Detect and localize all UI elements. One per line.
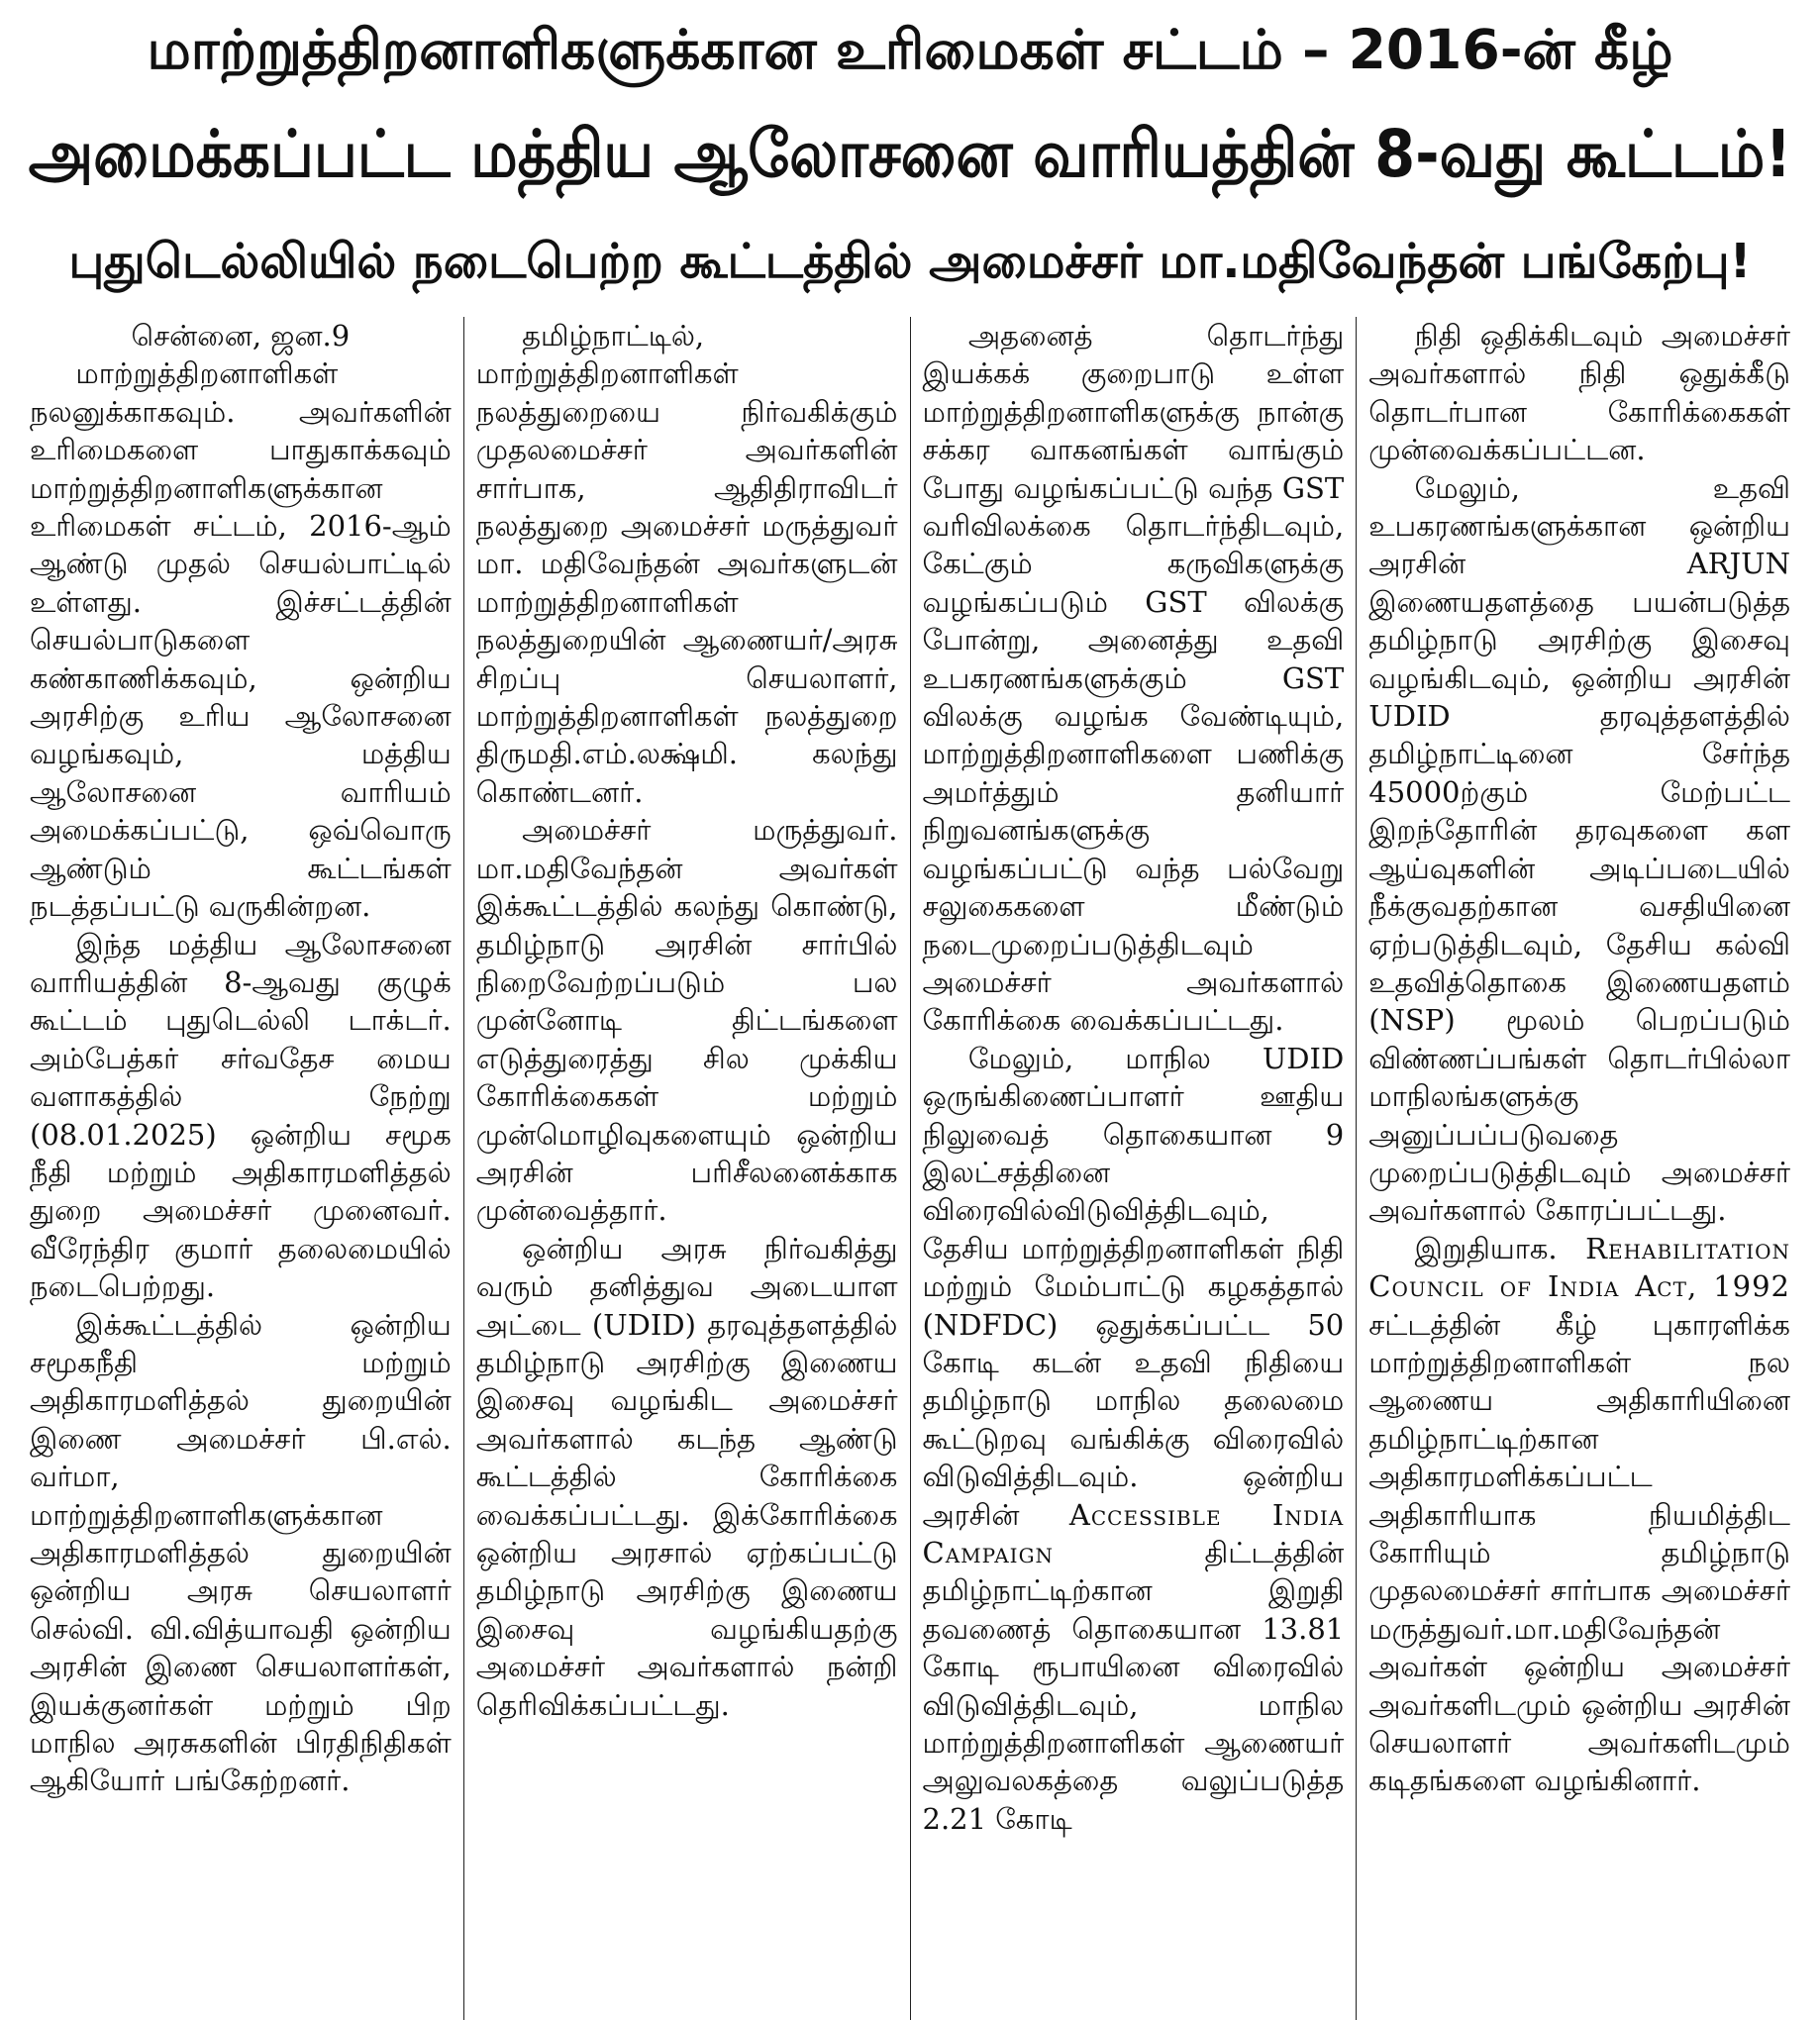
dateline: சென்னை, ஜன.9 [131,319,351,353]
paragraph: அதனைத் தொடர்ந்து இயக்கக் குறைபாடு உள்ள மாற்றுத்திறனாளிகளுக்கு நான்கு சக்கர வாகனங்கள் வாங்கும் போது வழங்கப்பட்டு வந்த GST வரிவிலக்கை தொடர்ந்திடவும், கேட்கும் கருவிகளுக்கு வழங்கப்படும் GST விலக்கு போன்று, அனைத்து உதவி உபகரணங்களுக்கும் GST விலக்கு வழங்க வேண்டியும், மாற்றுத்திறனாளிகளை பணிக்கு அமர்த்தும் தனியார் நிறுவனங்களுக்கு வழங்கப்பட்டு வந்த பல்வேறு சலுகைகளை மீண்டும் நடைமுறைப்படுத்திடவும் அமைச்சர் அவர்களால் கோரிக்கை வைக்கப்பட்டது. [922,319,1345,1038]
campaign-name: Accessible India Campaign [922,1497,1345,1569]
article-column-1 [18,317,464,2020]
article-body [18,317,1802,2020]
paragraph: நிதி ஒதிக்கிடவும் அமைச்சர் அவர்களால் நிதி ஒதுக்கீடு தொடர்பான கோரிக்கைகள் முன்வைக்கப்பட்டன. [1368,319,1790,467]
paragraph: மேலும், உதவி உபகரணங்களுக்கான ஒன்றிய அரசின் ARJUN இணையதளத்தை பயன்படுத்த தமிழ்நாடு அரசிற்கு இசைவு வழங்கிடவும், ஒன்றிய அரசின் UDID தரவுத்தளத்தில் தமிழ்நாட்டினை சேர்ந்த 45000ற்கும் மேற்பட்ட இறந்தோரின் தரவுகளை கள ஆய்வுகளின் அடிப்படையில் நீக்குவதற்கான வசதியினை ஏற்படுத்திடவும், தேசிய கல்வி உதவித்தொகை இணையதளம் (NSP) மூலம் பெறப்படும் விண்ணப்பங்கள் தொடர்பில்லா மாநிலங்களுக்கு அனுப்பப்படுவதை முறைப்படுத்திடவும் அமைச்சர் அவர்களால் கோரப்பட்டது. [1368,470,1790,1228]
paragraph [1368,1230,1790,1800]
article-column-3 [911,317,1358,2020]
headline-subtitle: புதுடெல்லியில் நடைபெற்ற கூட்டத்தில் அமைச்சர் மா.மதிவேந்தன் பங்கேற்பு! [68,234,1752,289]
headline-main: அமைக்கப்பட்ட மத்திய ஆலோசனை வாரியத்தின் 8-வது கூட்டம்! [28,115,1792,192]
paragraph-text: திட்டத்தின் தமிழ்நாட்டிற்கான இறுதி தவணைத் தொகையான 13.81 கோடி ரூபாயினை விரைவில் விடுவித்திடவும், மாநில மாற்றுத்திறனாளிகள் ஆணையர் அலுவலகத்தை வலுப்படுத்த 2.21 கோடி [922,1536,1345,1836]
paragraph: தமிழ்நாட்டில், மாற்றுத்திறனாளிகள் நலத்துறையை நிர்வகிக்கும் முதலமைச்சர் அவர்களின் சார்பாக, ஆதிதிராவிடர் நலத்துறை அமைச்சர் மருத்துவர் மா. மதிவேந்தன் அவர்களுடன் மாற்றுத்திறனாளிகள் நலத்துறையின் ஆணையர்/அரசு சிறப்பு செயலாளர், மாற்றுத்திறனாளிகள் நலத்துறை திருமதி.எம்.லக்ஷ்மி. கலந்து கொண்டனர். [475,319,898,809]
act-name: Rehabilitation Council of India Act, 1992 [1368,1231,1790,1304]
headline-kicker: மாற்றுத்திறனாளிகளுக்கான உரிமைகள் சட்டம் – 2016-ன் கீழ் [147,18,1673,81]
article-column-2 [464,317,911,2020]
paragraph [923,1040,1345,1839]
paragraph-text: சட்டத்தின் கீழ் புகாரளிக்க மாற்றுத்திறனாளிகள் நல ஆணைய அதிகாரியினை தமிழ்நாட்டிற்கான அதிகாரமளிக்கப்பட்ட அதிகாரியாக நியமித்திட கோரியும் தமிழ்நாடு முதலமைச்சர் சார்பாக அமைச்சர் மருத்துவர்.மா.மதிவேந்தன் அவர்கள் ஒன்றிய அமைச்சர் அவர்களிடமும் ஒன்றிய அரசின் செயலாளர் அவர்களிடமும் கடிதங்களை வழங்கினார். [1368,1307,1790,1798]
paragraph: மாற்றுத்திறனாளிகள் நலனுக்காகவும். அவர்களின் உரிமைகளை பாதுகாக்கவும் மாற்றுத்திறனாளிகளுக்கான உரிமைகள் சட்டம், 2016-ஆம் ஆண்டு முதல் செயல்பாட்டில் உள்ளது. இச்சட்டத்தின் செயல்பாடுகளை கண்காணிக்கவும், ஒன்றிய அரசிற்கு உரிய ஆலோசனை வழங்கவும், மத்திய ஆலோசனை வாரியம் அமைக்கப்பட்டு, ஒவ்வொரு ஆண்டும் கூட்டங்கள் நடத்தப்பட்டு வருகின்றன. [30,356,452,924]
paragraph-text: இறுதியாக. [1414,1231,1586,1265]
paragraph-text: மேலும், மாநில UDID ஒருங்கிணைப்பாளர் ஊதிய நிலுவைத் தொகையான 9 இலட்சத்தினை விரைவில்விடுவித்திடவும், தேசிய மாற்றுத்திறனாளிகள் நிதி மற்றும் மேம்பாட்டு கழகத்தால் (NDFDC) ஒதுக்கப்பட்ட 50 கோடி கடன் உதவி நிதியை தமிழ்நாடு மாநில தலைமை கூட்டுறவு வங்கிக்கு விரைவில் விடுவித்திடவும். ஒன்றிய அரசின் [922,1041,1345,1532]
paragraph: அமைச்சர் மருத்துவர். மா.மதிவேந்தன் அவர்கள் இக்கூட்டத்தில் கலந்து கொண்டு, தமிழ்நாடு அரசின் சார்பில் நிறைவேற்றப்படும் பல முன்னோடி திட்டங்களை எடுத்துரைத்து சில முக்கிய கோரிக்கைகள் மற்றும் முன்மொழிவுகளையும் ஒன்றிய அரசின் பரிசீலனைக்காக முன்வைத்தார். [475,813,898,1228]
paragraph: ஒன்றிய அரசு நிர்வகித்து வரும் தனித்துவ அடையாள அட்டை (UDID) தரவுத்தளத்தில் தமிழ்நாடு அரசிற்கு இணைய இசைவு வழங்கிட அமைச்சர் அவர்களால் கடந்த ஆண்டு கூட்டத்தில் கோரிக்கை வைக்கப்பட்டது. இக்கோரிக்கை ஒன்றிய அரசால் ஏற்கப்பட்டு தமிழ்நாடு அரசிற்கு இணைய இசைவு வழங்கியதற்கு அமைச்சர் அவர்களால் நன்றி தெரிவிக்கப்பட்டது. [475,1231,898,1722]
paragraph: இக்கூட்டத்தில் ஒன்றிய சமூகநீதி மற்றும் அதிகாரமளித்தல் துறையின் இணை அமைச்சர் பி.எல். வர்மா, மாற்றுத்திறனாளிகளுக்கான அதிகாரமளித்தல் துறையின் ஒன்றிய அரசு செயலாளர் செல்வி. வி.வித்யாவதி ஒன்றிய அரசின் இணை செயலாளர்கள், இயக்குனர்கள் மற்றும் பிற மாநில அரசுகளின் பிரதிநிதிகள் ஆகியோர் பங்கேற்றனர். [30,1307,452,1798]
paragraph: இந்த மத்திய ஆலோசனை வாரியத்தின் 8-ஆவது குழுக் கூட்டம் புதுடெல்லி டாக்டர். அம்பேத்கர் சர்வதேச மைய வளாகத்தில் நேற்று (08.01.2025) ஒன்றிய சமூக நீதி மற்றும் அதிகாரமளித்தல் துறை அமைச்சர் முனைவர். வீரேந்திர குமார் தலைமையில் நடைபெற்றது. [30,927,452,1304]
article-column-4 [1357,317,1802,2020]
